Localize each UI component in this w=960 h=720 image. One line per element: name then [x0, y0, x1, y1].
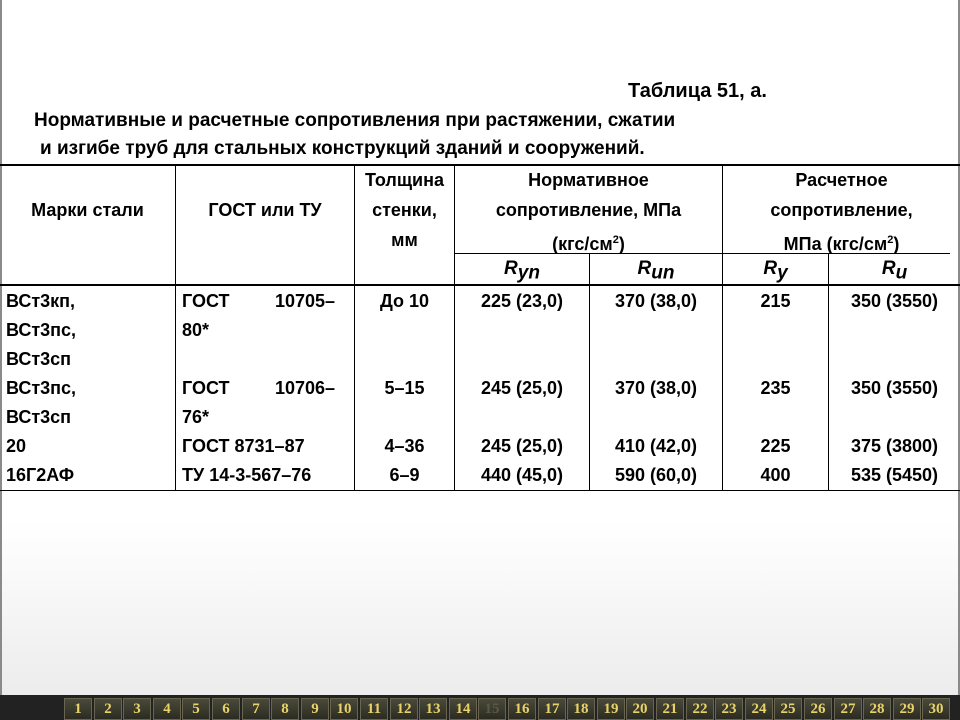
gost-label: ГОСТ 8731–87: [182, 436, 305, 456]
nav-page-20-button[interactable]: 20: [626, 698, 654, 720]
nav-page-28-button[interactable]: 28: [863, 698, 891, 720]
steel-grade-line: ВСт3кп,: [6, 291, 76, 311]
nav-page-12-button[interactable]: 12: [390, 698, 418, 720]
nav-page-15-button[interactable]: 15: [478, 698, 506, 720]
ryn-value: 245 (25,0): [480, 436, 564, 456]
ry-value: 400: [760, 465, 791, 485]
steel-grade-line: ВСт3сп: [6, 349, 72, 369]
nav-page-9-button[interactable]: 9: [301, 698, 329, 720]
run-value: 410 (42,0): [614, 436, 698, 456]
header-gost: ГОСТ или ТУ: [208, 200, 322, 220]
gost-label: ГОСТ: [182, 378, 230, 398]
thickness-value: 5–15: [384, 378, 425, 398]
nav-page-11-button[interactable]: 11: [360, 698, 388, 720]
run-value: 370 (38,0): [614, 291, 698, 311]
header-normative-line-2: сопротивление, МПа: [495, 200, 682, 220]
nav-page-3-button[interactable]: 3: [123, 698, 151, 720]
nav-page-21-button[interactable]: 21: [656, 698, 684, 720]
header-normative-line-1: Нормативное: [528, 170, 649, 190]
header-ru: $R_u$: [881, 258, 908, 284]
header-ry: $R_y$: [763, 258, 788, 284]
run-value: 590 (60,0): [614, 465, 698, 485]
header-run: $R_{un}$: [637, 258, 675, 284]
ru-value: 350 (3550): [850, 378, 939, 398]
ryn-value: 225 (23,0): [480, 291, 564, 311]
steel-grade-list: [6, 287, 76, 490]
gost-number: 10705–: [275, 291, 336, 311]
nav-page-10-button[interactable]: 10: [330, 698, 358, 720]
nav-page-4-button[interactable]: 4: [153, 698, 181, 720]
thickness-value: 6–9: [389, 465, 420, 485]
table-number: Таблица 51, а.: [628, 80, 767, 102]
nav-page-25-button[interactable]: 25: [774, 698, 802, 720]
header-thickness: [355, 165, 454, 255]
ryn-value: 245 (25,0): [480, 378, 564, 398]
nav-page-5-button[interactable]: 5: [182, 698, 210, 720]
nav-page-18-button[interactable]: 18: [567, 698, 595, 720]
nav-page-8-button[interactable]: 8: [271, 698, 299, 720]
nav-page-26-button[interactable]: 26: [804, 698, 832, 720]
nav-page-13-button[interactable]: 13: [419, 698, 447, 720]
gost-label: ТУ 14-3-567–76: [182, 465, 312, 485]
header-design-line-2: сопротивление,: [770, 200, 913, 220]
slide-border-left: [0, 0, 2, 695]
table-title-line-1: Нормативные и расчетные сопротивления при растяжении, сжатии: [34, 110, 676, 131]
nav-page-17-button[interactable]: 17: [538, 698, 566, 720]
header-ryn: $R_{yn}$: [504, 258, 540, 284]
ry-value: 235: [760, 378, 791, 398]
header-design-line-3: МПа $(кгс/см^2)$: [783, 234, 900, 254]
ryn-value: 440 (45,0): [480, 465, 564, 485]
nav-page-19-button[interactable]: 19: [597, 698, 625, 720]
steel-grade-line: ВСт3пс,: [6, 378, 77, 398]
header-normative-line-3: $(кгс/см^2)$: [552, 234, 625, 254]
header-design-line-1: Расчетное: [795, 170, 888, 190]
nav-page-14-button[interactable]: 14: [449, 698, 477, 720]
nav-page-6-button[interactable]: 6: [212, 698, 240, 720]
gost-number: 10706–: [275, 378, 336, 398]
nav-page-7-button[interactable]: 7: [242, 698, 270, 720]
gost-suffix: 80*: [182, 320, 210, 340]
header-thickness-line-3: мм: [391, 230, 418, 250]
ru-value: 535 (5450): [850, 465, 939, 485]
nav-page-30-button[interactable]: 30: [922, 698, 950, 720]
nav-page-22-button[interactable]: 22: [686, 698, 714, 720]
table-bottom-border: [0, 490, 960, 491]
ry-value: 215: [760, 291, 791, 311]
thickness-value: 4–36: [384, 436, 425, 456]
ru-value: 375 (3800): [850, 436, 939, 456]
header-thickness-line-2: стенки,: [372, 200, 437, 220]
nav-page-24-button[interactable]: 24: [745, 698, 773, 720]
thickness-value: До 10: [379, 291, 430, 311]
header-thickness-line-1: Толщина: [365, 170, 444, 190]
gost-suffix: 76*: [182, 407, 210, 427]
header-normative: [455, 165, 722, 259]
steel-grade-line: ВСт3сп: [6, 407, 72, 427]
steel-grade-line: ВСт3пс,: [6, 320, 77, 340]
run-value: 370 (38,0): [614, 378, 698, 398]
steel-grade-line: 20: [6, 436, 27, 456]
header-steel-grade: Марки стали: [31, 200, 144, 220]
ry-value: 225: [760, 436, 791, 456]
nav-page-27-button[interactable]: 27: [834, 698, 862, 720]
nav-page-16-button[interactable]: 16: [508, 698, 536, 720]
table-title-line-2: и изгибе труб для стальных конструкций зданий и сооружений.: [40, 138, 645, 159]
ru-value: 350 (3550): [850, 291, 939, 311]
nav-page-29-button[interactable]: 29: [893, 698, 921, 720]
nav-page-1-button[interactable]: 1: [64, 698, 92, 720]
nav-page-2-button[interactable]: 2: [94, 698, 122, 720]
nav-page-23-button[interactable]: 23: [715, 698, 743, 720]
steel-grade-line: 16Г2АФ: [6, 465, 75, 485]
gost-label: ГОСТ: [182, 291, 230, 311]
header-design: [723, 165, 960, 259]
